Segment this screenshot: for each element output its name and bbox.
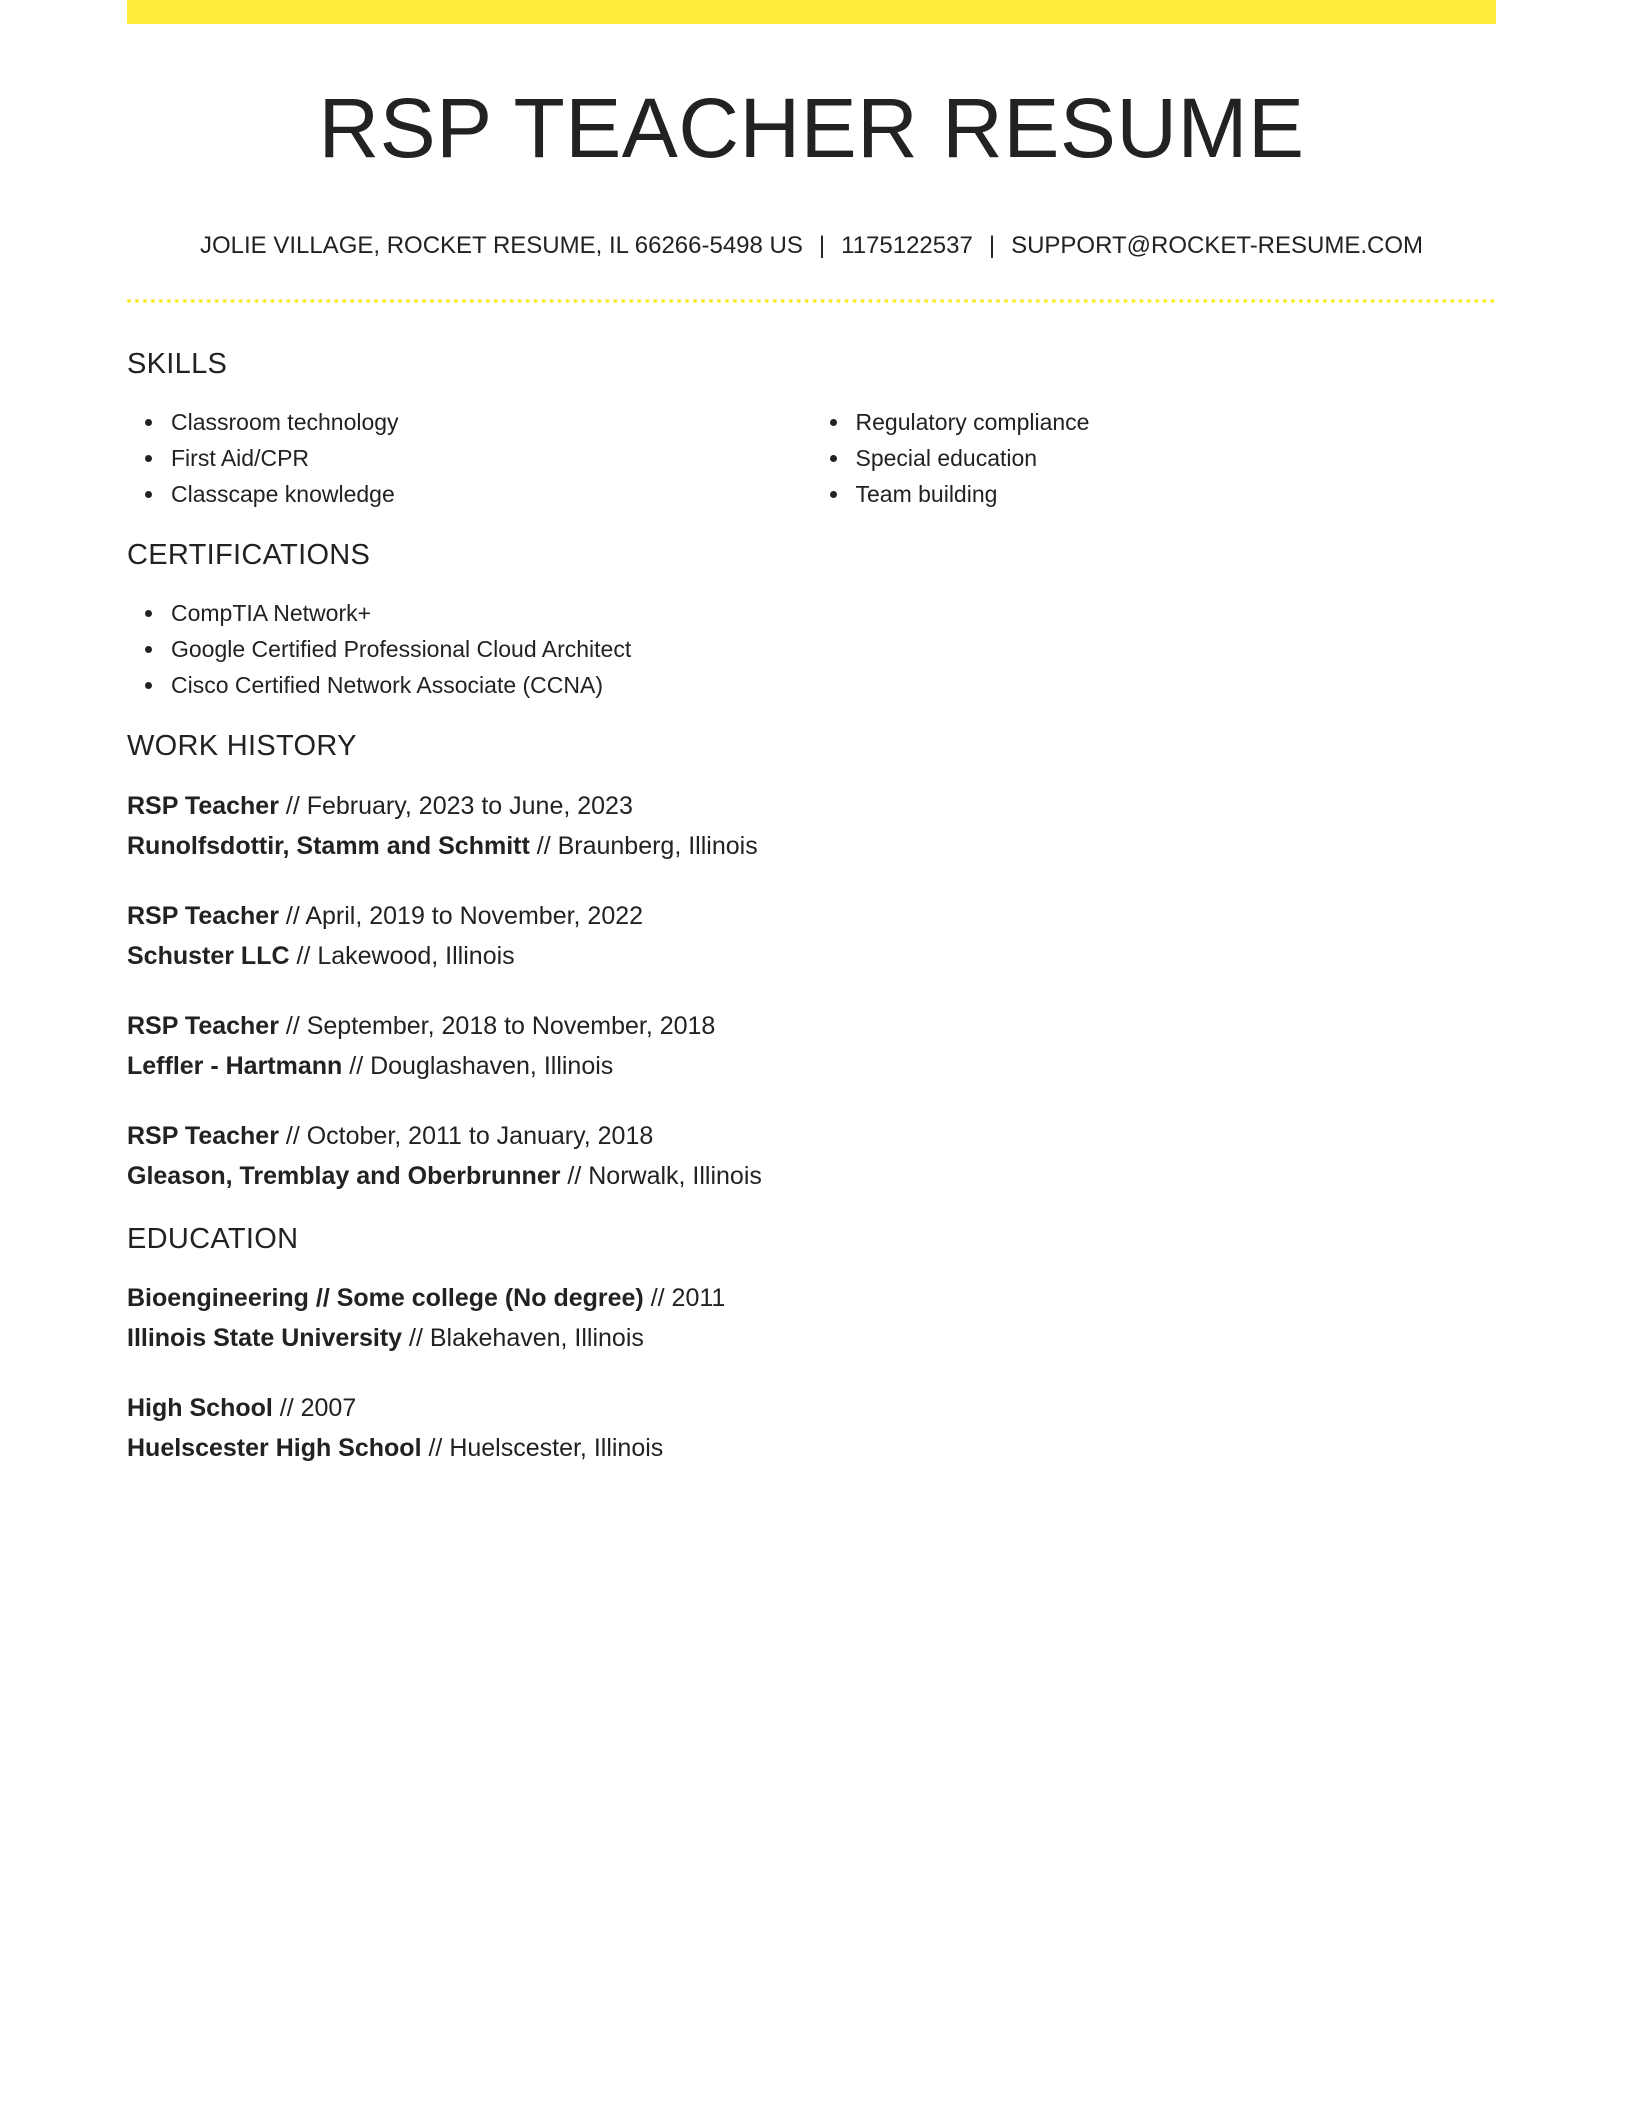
skills-heading: SKILLS [127, 348, 228, 381]
job-location: // Braunberg, Illinois [529, 831, 758, 860]
resume-page [127, 0, 1496, 1498]
job-dates: // April, 2019 to November, 2022 [278, 901, 644, 930]
education-heading: EDUCATION [127, 1222, 299, 1255]
contact-phone: 1175122537 [841, 232, 973, 260]
certification-item: Cisco Certified Network Associate (CCNA) [171, 667, 1496, 703]
dotted-divider [127, 299, 1496, 303]
skills-list-left [127, 404, 812, 512]
job-dates: // September, 2018 to November, 2018 [278, 1011, 716, 1040]
education-school: Huelscester High School [127, 1434, 422, 1463]
skill-item: Team building [856, 476, 1497, 512]
contact-separator: | [818, 232, 826, 260]
education-location: // Blakehaven, Illinois [402, 1324, 644, 1353]
contact-address: JOLIE VILLAGE, ROCKET RESUME, IL 66266-5498 US [199, 232, 803, 260]
accent-top-bar [127, 0, 1496, 24]
job-dates: // October, 2011 to January, 2018 [278, 1121, 654, 1150]
job-title: RSP Teacher [127, 901, 279, 930]
job-location: // Lakewood, Illinois [289, 941, 515, 970]
education-degree: High School [127, 1394, 273, 1423]
education-list [127, 1278, 1496, 1468]
education-location: // Huelscester, Illinois [421, 1434, 664, 1463]
education-year: // 2007 [272, 1394, 357, 1423]
job-entry [127, 786, 1496, 866]
job-dates: // February, 2023 to June, 2023 [278, 791, 633, 820]
job-company: Schuster LLC [127, 941, 290, 970]
certifications-list [127, 595, 1496, 703]
certification-item: Google Certified Professional Cloud Architect [171, 631, 1496, 667]
skill-item: Classcape knowledge [171, 476, 812, 512]
work-history-list [127, 786, 1496, 1196]
education-entry [127, 1388, 1496, 1468]
job-entry [127, 1116, 1496, 1196]
skills-columns [127, 404, 1496, 512]
education-degree: Bioengineering // Some college (No degree) [127, 1284, 644, 1313]
education-year: // 2011 [643, 1284, 726, 1313]
job-title: RSP Teacher [127, 1011, 279, 1040]
job-title: RSP Teacher [127, 791, 279, 820]
certifications-heading: CERTIFICATIONS [127, 538, 371, 571]
certification-item: CompTIA Network+ [171, 595, 1496, 631]
job-company: Gleason, Tremblay and Oberbrunner [127, 1161, 561, 1190]
job-entry [127, 896, 1496, 976]
job-company: Runolfsdottir, Stamm and Schmitt [127, 831, 530, 860]
contact-line [127, 232, 1496, 261]
skill-item: Special education [856, 440, 1497, 476]
skill-item: Regulatory compliance [856, 404, 1497, 440]
job-company: Leffler - Hartmann [127, 1051, 343, 1080]
skills-list-right [812, 404, 1497, 512]
job-location: // Norwalk, Illinois [560, 1161, 762, 1190]
contact-email: SUPPORT@ROCKET-RESUME.COM [1011, 232, 1424, 260]
skill-item: Classroom technology [171, 404, 812, 440]
job-location: // Douglashaven, Illinois [342, 1051, 614, 1080]
job-entry [127, 1006, 1496, 1086]
education-entry [127, 1278, 1496, 1358]
work-history-heading: WORK HISTORY [127, 729, 357, 762]
contact-separator: | [988, 232, 996, 260]
job-title: RSP Teacher [127, 1121, 279, 1150]
education-school: Illinois State University [127, 1324, 403, 1353]
skill-item: First Aid/CPR [171, 440, 812, 476]
page-title: RSP TEACHER RESUME [318, 81, 1305, 175]
